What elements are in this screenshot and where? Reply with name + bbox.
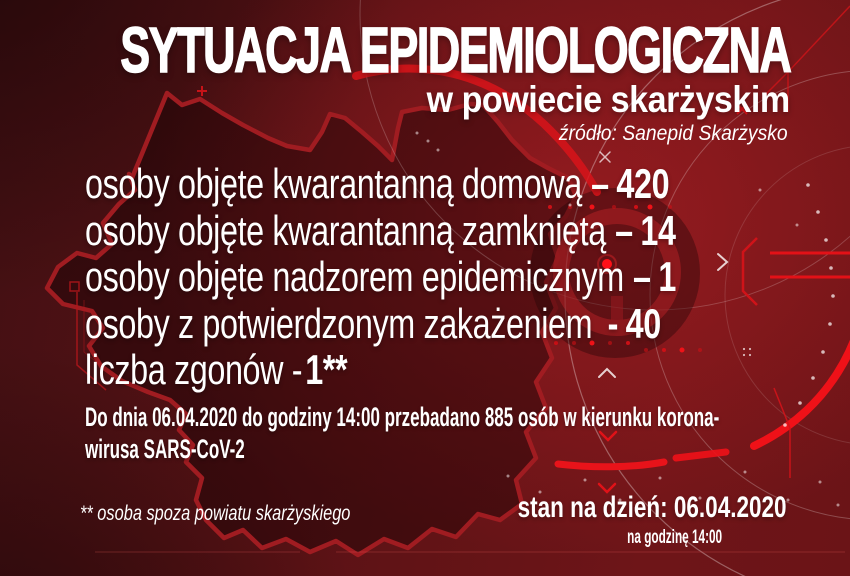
source-credit: źródło: Sanepid Skarżysko xyxy=(559,122,788,145)
tested-summary xyxy=(85,401,719,465)
stat-value: 1 xyxy=(658,253,676,301)
stat-value: 1** xyxy=(305,346,348,394)
footnote: ** osoba spoza powiatu skarżyskiego xyxy=(80,502,351,525)
page-subtitle: w powiecie skarżyskim xyxy=(426,79,790,120)
stat-row-quarantine-closed xyxy=(85,207,676,254)
stat-row-epidemic-supervision xyxy=(85,253,676,300)
stat-row-quarantine-home xyxy=(85,160,676,207)
stat-label: liczba zgonów - xyxy=(85,346,303,394)
statistics-list xyxy=(85,160,850,393)
status-date: stan na dzień: 06.04.2020 xyxy=(518,491,787,524)
bottom-divider xyxy=(95,551,845,553)
stat-value: 420 xyxy=(616,160,670,207)
stat-row-deaths xyxy=(85,346,676,393)
stat-label: osoby objęte kwarantanną zamkniętą xyxy=(85,206,606,254)
stat-row-confirmed-cases xyxy=(85,300,676,347)
page-title: SYTUACJA EPIDEMIOLOGICZNA xyxy=(119,14,790,86)
stat-label: osoby objęte kwarantanną domową xyxy=(85,160,582,207)
stat-label: osoby objęte nadzorem epidemicznym xyxy=(85,253,624,301)
stat-dash: – xyxy=(633,253,651,301)
tested-summary-line2: wirusa SARS-CoV-2 xyxy=(85,434,245,464)
stat-dash: - xyxy=(607,299,618,347)
stat-value: 40 xyxy=(625,299,661,347)
status-time: na godzinę 14:00 xyxy=(627,527,722,548)
stat-label: osoby z potwierdzonym zakażeniem xyxy=(85,299,593,347)
stat-dash: – xyxy=(591,160,609,207)
tested-summary-line1: Do dnia 06.04.2020 do godziny 14:00 przebadano 885 osób w kierunku korona- xyxy=(85,402,720,432)
stat-dash: – xyxy=(615,206,633,254)
stat-value: 14 xyxy=(640,206,676,254)
